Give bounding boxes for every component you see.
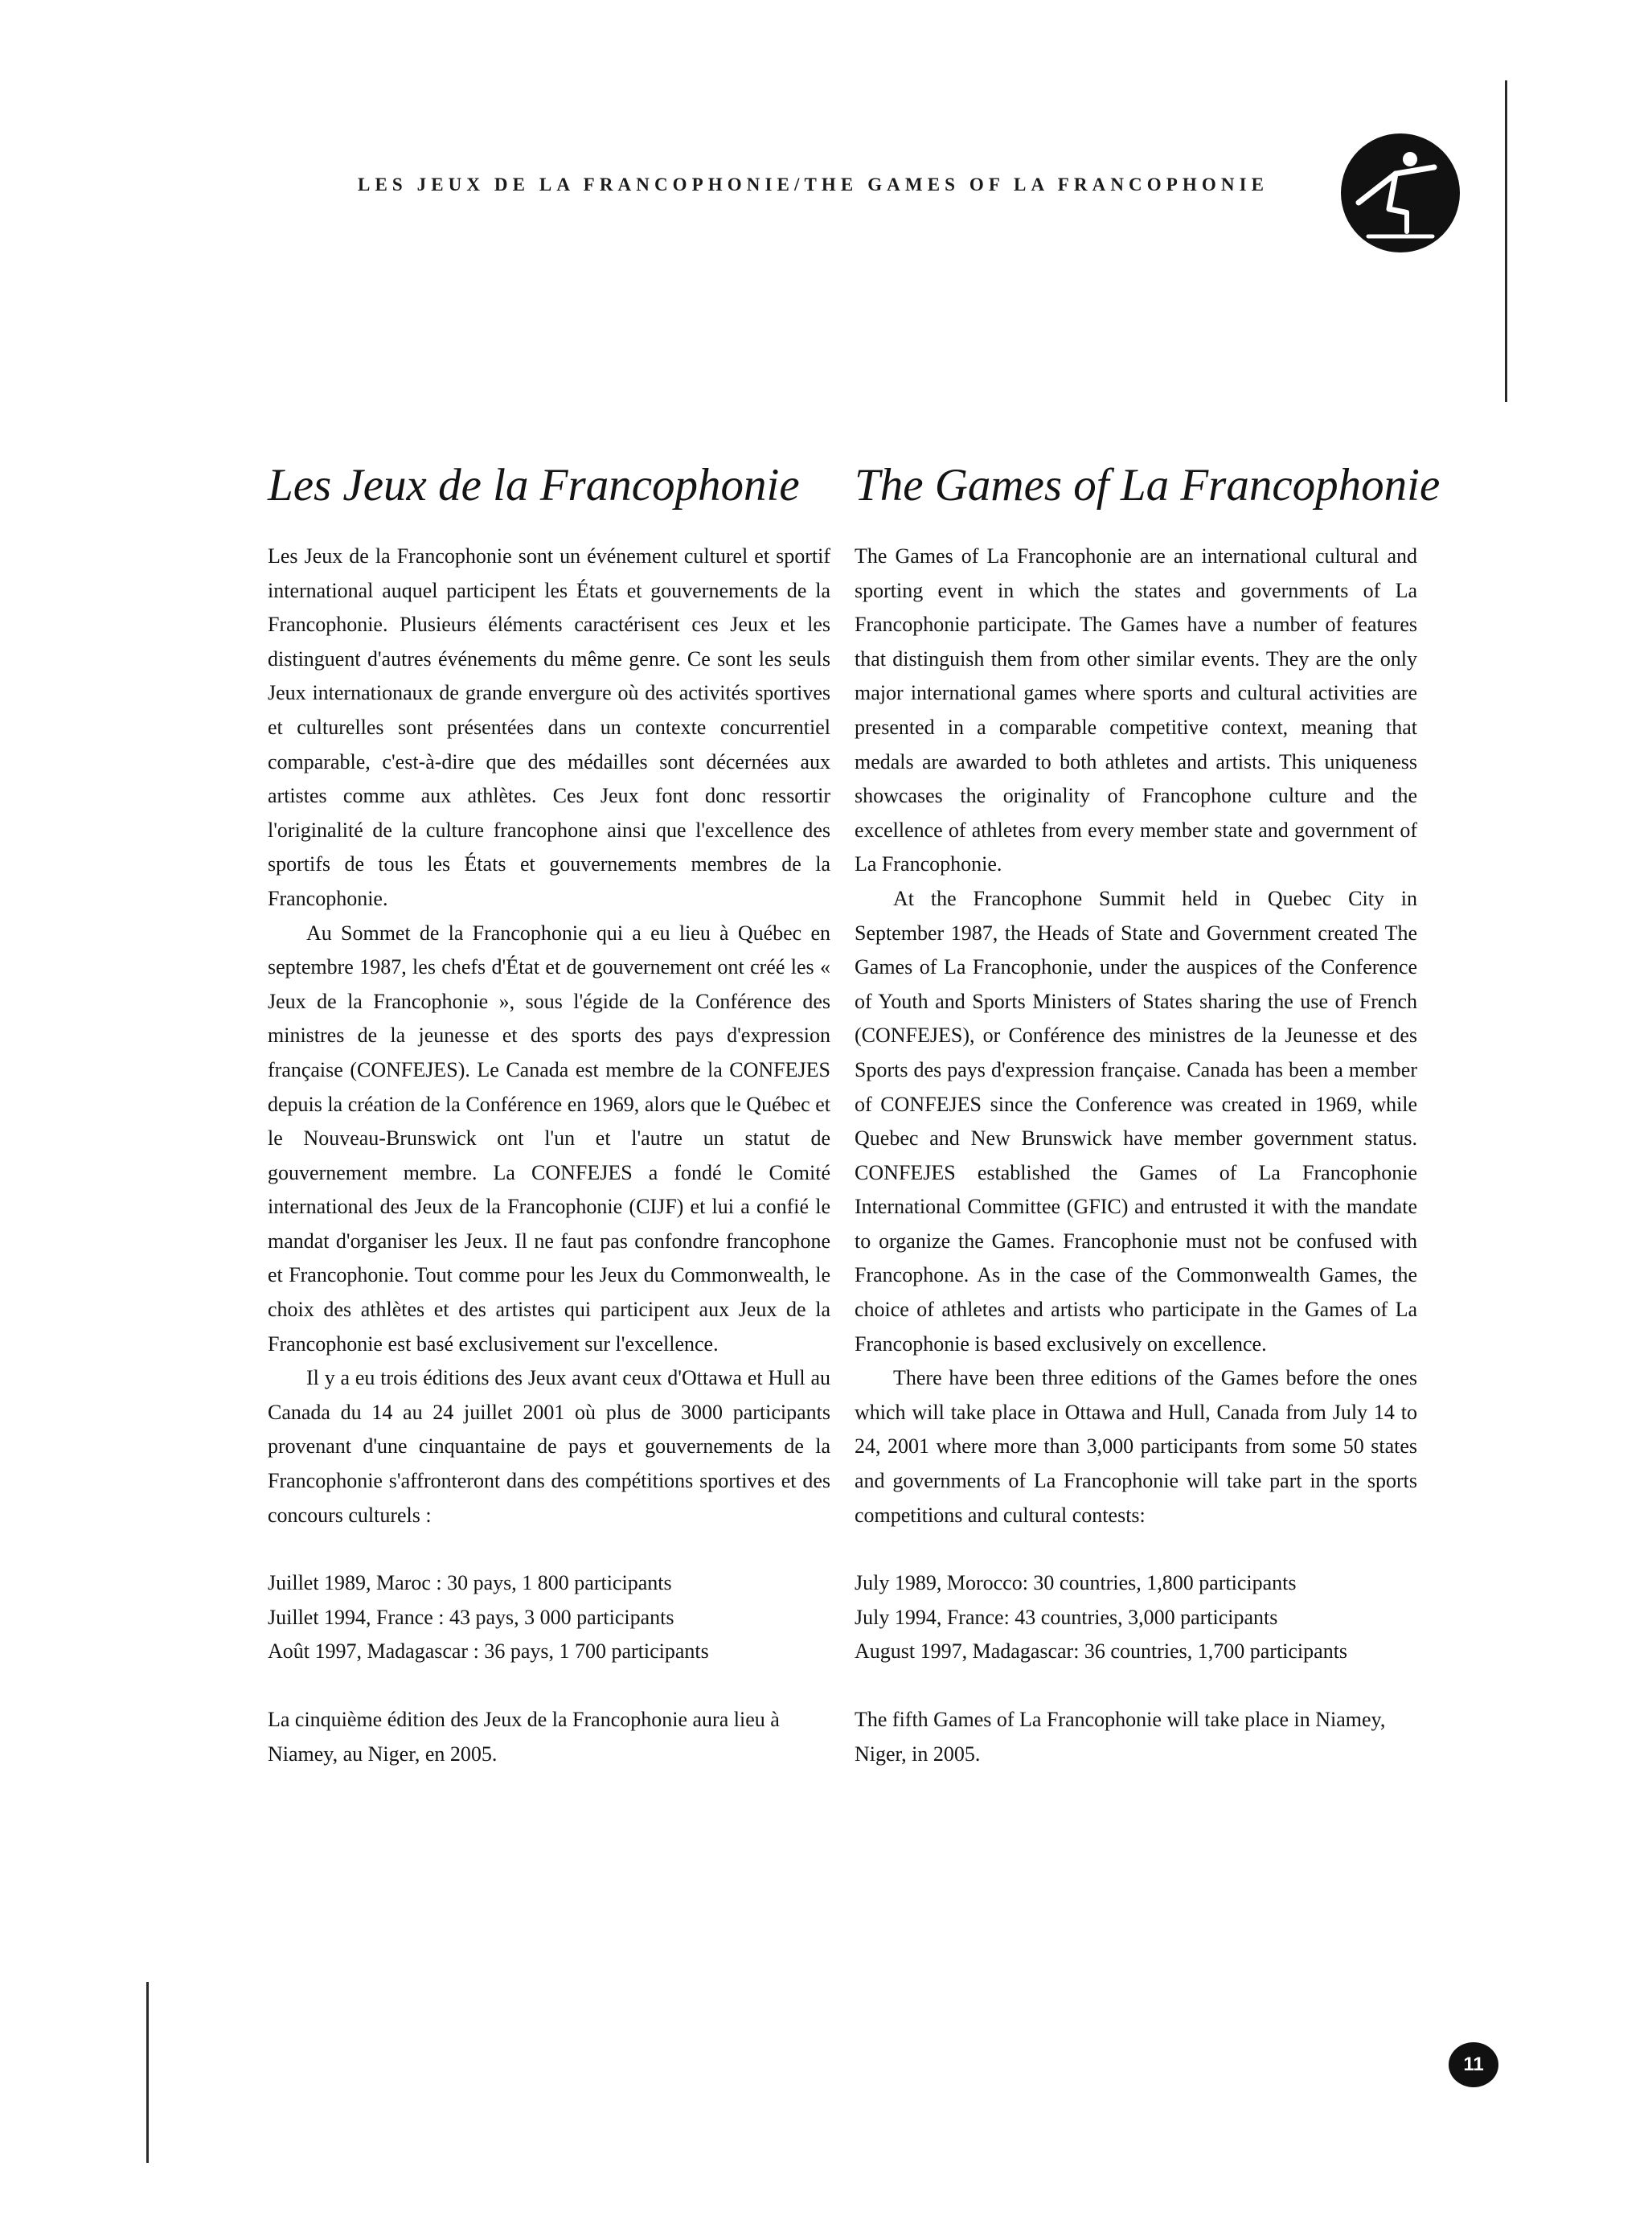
list-item: Juillet 1994, France : 43 pays, 3 000 participants <box>268 1605 674 1629</box>
running-title: LES JEUX DE LA FRANCOPHONIE/THE GAMES OF LA FRANCOPHONIE <box>358 174 1269 195</box>
english-paragraph: There have been three editions of the Games before the ones which will take place in Ottawa and Hull, Canada from July 14 to 24, 2001 where more than 3,000 participants from some 50 states and governments of La Francophonie will take part in the sports competitions and cultural contests: <box>855 1366 1417 1527</box>
french-column <box>268 454 830 1771</box>
list-item: August 1997, Madagascar: 36 countries, 1,700 participants <box>855 1639 1348 1664</box>
english-column <box>855 454 1441 1771</box>
french-editions-list <box>268 1566 830 1669</box>
french-closing: La cinquième édition des Jeux de la Francophonie aura lieu à Niamey, au Niger, en 2005. <box>268 1708 780 1766</box>
margin-rule-left <box>146 1982 149 2163</box>
english-editions-list <box>855 1566 1417 1669</box>
list-item: Juillet 1989, Maroc : 30 pays, 1 800 participants <box>268 1571 672 1595</box>
french-title: Les Jeux de la Francophonie <box>268 460 800 511</box>
english-paragraph: At the Francophone Summit held in Quebec City in September 1987, the Heads of State and Government created The Games of La Francophonie, under the auspices of the Conference of Youth and Sports Ministers of States sharing the use of French (CONFEJES), or Conférence des ministres de la Jeunesse et des Sports des pays d'expression française. Canada has been a member of CONFEJES since the Conference was created in 1969, while Quebec and New Brunswick have member government status. CONFEJES established the Games of La Francophonie International Committee (GFIC) and entrusted it with the mandate to organize the Games. Francophonie must not be confused with Francophone. As in the case of the Commonwealth Games, the choice of athletes and artists who participate in the Games of La Francophonie is based exclusively on excellence. <box>855 886 1417 1356</box>
french-paragraph: Au Sommet de la Francophonie qui a eu lieu à Québec en septembre 1987, les chefs d'État et de gouvernement ont créé les « Jeux de la Francophonie », sous l'égide de la Conférence des ministres de la jeunesse et des sports des pays d'expression française (CONFEJES). Le Canada est membre de la CONFEJES depuis la création de la Conférence en 1969, alors que le Québec et le Nouveau-Brunswick ont l'un et l'autre un statut de gouvernement membre. La CONFEJES a fondé le Comité international des Jeux de la Francophonie (CIJF) et lui a confié le mandat d'organiser les Jeux. Il ne faut pas confondre francophone et Francophonie. Tout comme pour les Jeux du Commonwealth, le choix des athlètes et des artistes qui participent aux Jeux de la Francophonie est basé exclusivement sur l'excellence. <box>268 921 830 1356</box>
list-item: July 1989, Morocco: 30 countries, 1,800 participants <box>855 1571 1297 1595</box>
french-paragraph: Il y a eu trois éditions des Jeux avant ceux d'Ottawa et Hull au Canada du 14 au 24 juillet 2001 où plus de 3000 participants provenant d'une cinquantaine de pays et gouvernements de la Francophonie s'affronteront dans des compétitions sportives et des concours culturels : <box>268 1366 830 1527</box>
english-title: The Games of La Francophonie <box>855 460 1441 511</box>
page-number: 11 <box>1449 2042 1498 2087</box>
margin-rule-right <box>1505 80 1507 402</box>
english-paragraph: The Games of La Francophonie are an international cultural and sporting event in which the states and governments of La Francophonie participate. The Games have a number of features that distinguish them from other similar events. They are the only major international games where sports and cultural activities are presented in a comparable competitive context, meaning that medals are awarded to both athletes and artists. This uniqueness showcases the originality of Francophone culture and the excellence of athletes from every member state and government of La Francophonie. <box>855 544 1417 876</box>
games-athlete-logo-icon <box>1336 129 1465 257</box>
list-item: July 1994, France: 43 countries, 3,000 participants <box>855 1605 1278 1629</box>
english-closing: The fifth Games of La Francophonie will take place in Niamey, Niger, in 2005. <box>855 1708 1386 1766</box>
french-paragraph: Les Jeux de la Francophonie sont un événement culturel et sportif international auquel participent les États et gouvernements de la Francophonie. Plusieurs éléments caractérisent ces Jeux et les distinguent d'autres événements du même genre. Ce sont les seuls Jeux internationaux de grande envergure où des activités sportives et culturelles sont présentées dans un contexte concurrentiel comparable, c'est-à-dire que des médailles sont décernées aux artistes comme aux athlètes. Ces Jeux font donc ressortir l'originalité de la culture francophone ainsi que l'excellence des sportifs de tous les États et gouvernements membres de la Francophonie. <box>268 544 830 910</box>
list-item: Août 1997, Madagascar : 36 pays, 1 700 participants <box>268 1639 709 1664</box>
